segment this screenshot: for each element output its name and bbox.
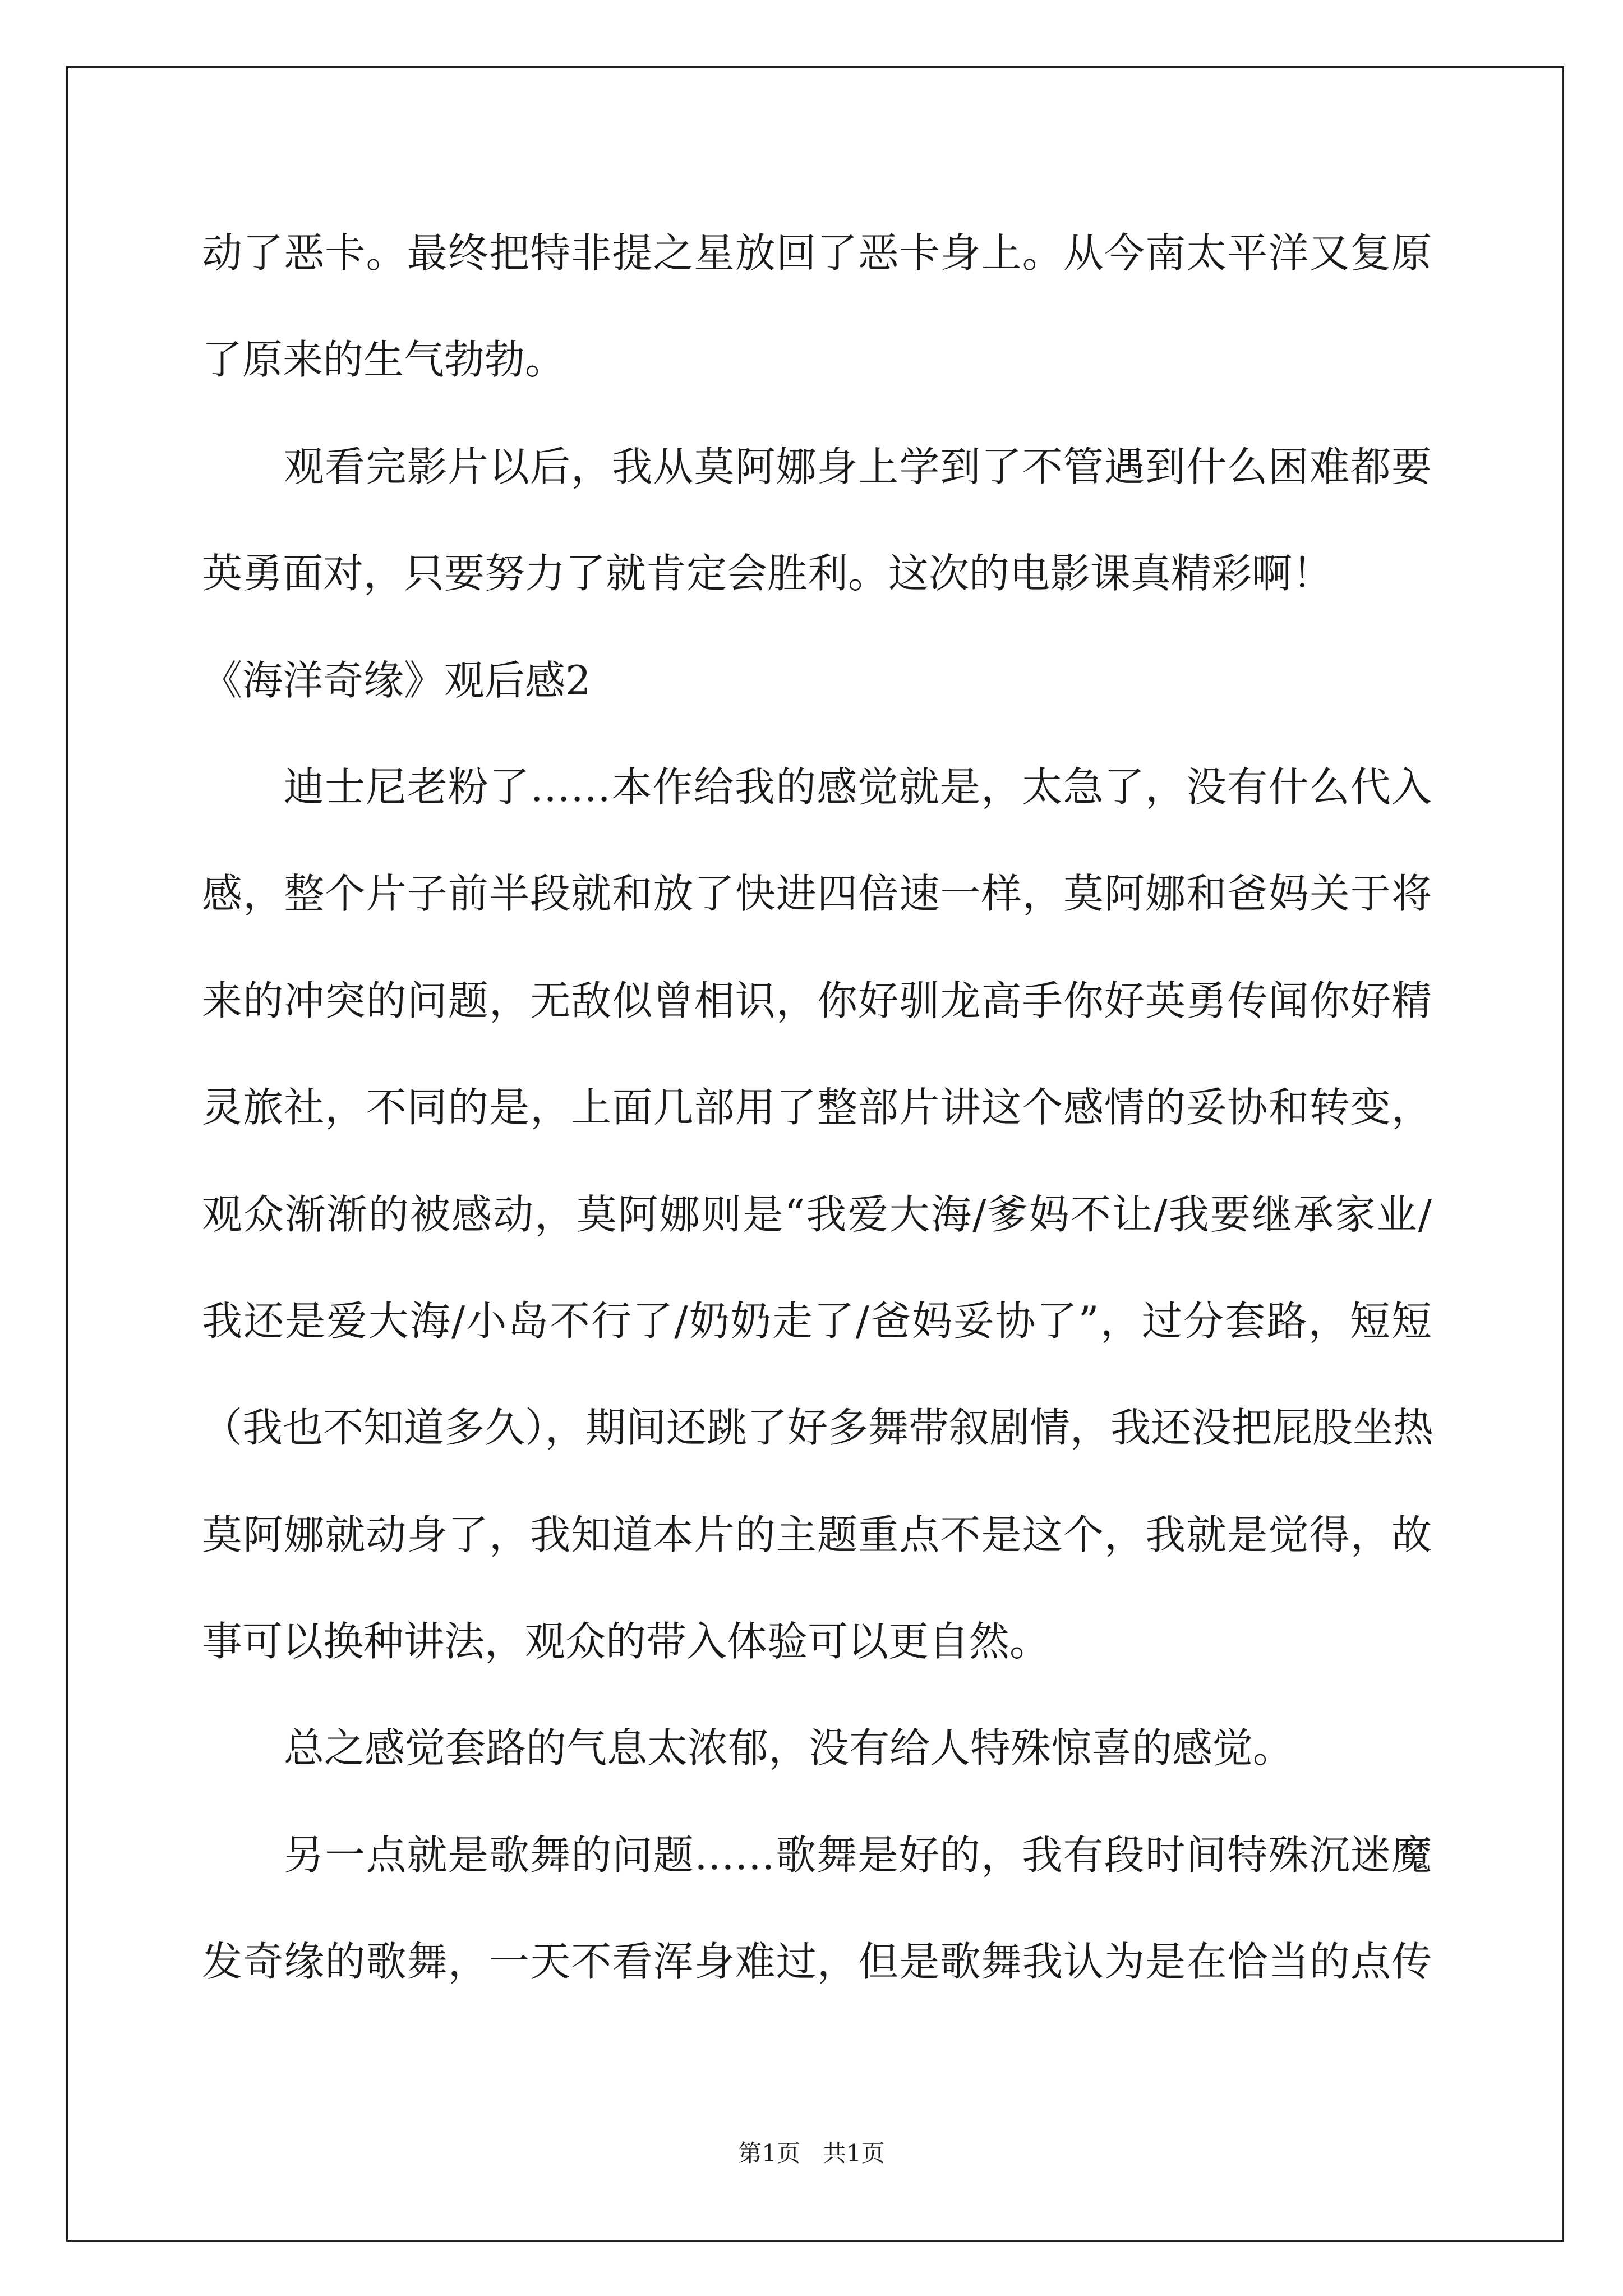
text-line: 感，整个片子前半段就和放了快进四倍速一样，莫阿娜和爸妈关于将 xyxy=(202,870,1432,918)
text-line: 发奇缘的歌舞，一天不看浑身难过，但是歌舞我认为是在恰当的点传 xyxy=(202,1938,1432,1986)
document-body xyxy=(202,200,1432,2016)
text-line: 另一点就是歌舞的问题……歌舞是好的，我有段时间特殊沉迷魔 xyxy=(284,1831,1432,1879)
text-line: 了原来的生气勃勃。 xyxy=(202,336,566,384)
text-line: 我还是爱大海/小岛不行了/奶奶走了/爸妈妥协了”，过分套路，短短 xyxy=(202,1297,1432,1345)
text-line: 迪士尼老粉了……本作给我的感觉就是，太急了，没有什么代入 xyxy=(284,763,1432,811)
text-line: 观看完影片以后，我从莫阿娜身上学到了不管遇到什么困难都要 xyxy=(284,443,1432,490)
text-line: 来的冲突的问题，无敌似曾相识，你好驯龙高手你好英勇传闻你好精 xyxy=(202,977,1432,1024)
text-line: 英勇面对，只要努力了就肯定会胜利。这次的电影课真精彩啊！ xyxy=(202,550,1333,597)
text-line: 总之感觉套路的气息太浓郁，没有给人特殊惊喜的感觉。 xyxy=(284,1724,1294,1772)
text-line: 观众渐渐的被感动，莫阿娜则是“我爱大海/爹妈不让/我要继承家业/ xyxy=(202,1190,1432,1238)
section-heading: 《海洋奇缘》观后感2 xyxy=(202,656,591,704)
text-line: 灵旅社，不同的是，上面几部用了整部片讲这个感情的妥协和转变， xyxy=(202,1084,1432,1131)
text-line: 动了恶卡。最终把特非提之星放回了恶卡身上。从今南太平洋又复原 xyxy=(202,229,1432,277)
text-line: 莫阿娜就动身了，我知道本片的主题重点不是这个，我就是觉得，故 xyxy=(202,1511,1432,1558)
text-line: （我也不知道多久），期间还跳了好多舞带叙剧情，我还没把屁股坐热 xyxy=(202,1404,1434,1452)
text-line: 事可以换种讲法，观众的带入体验可以更自然。 xyxy=(202,1618,1050,1665)
page-number-footer: 第1页 共1页 xyxy=(738,2139,885,2167)
